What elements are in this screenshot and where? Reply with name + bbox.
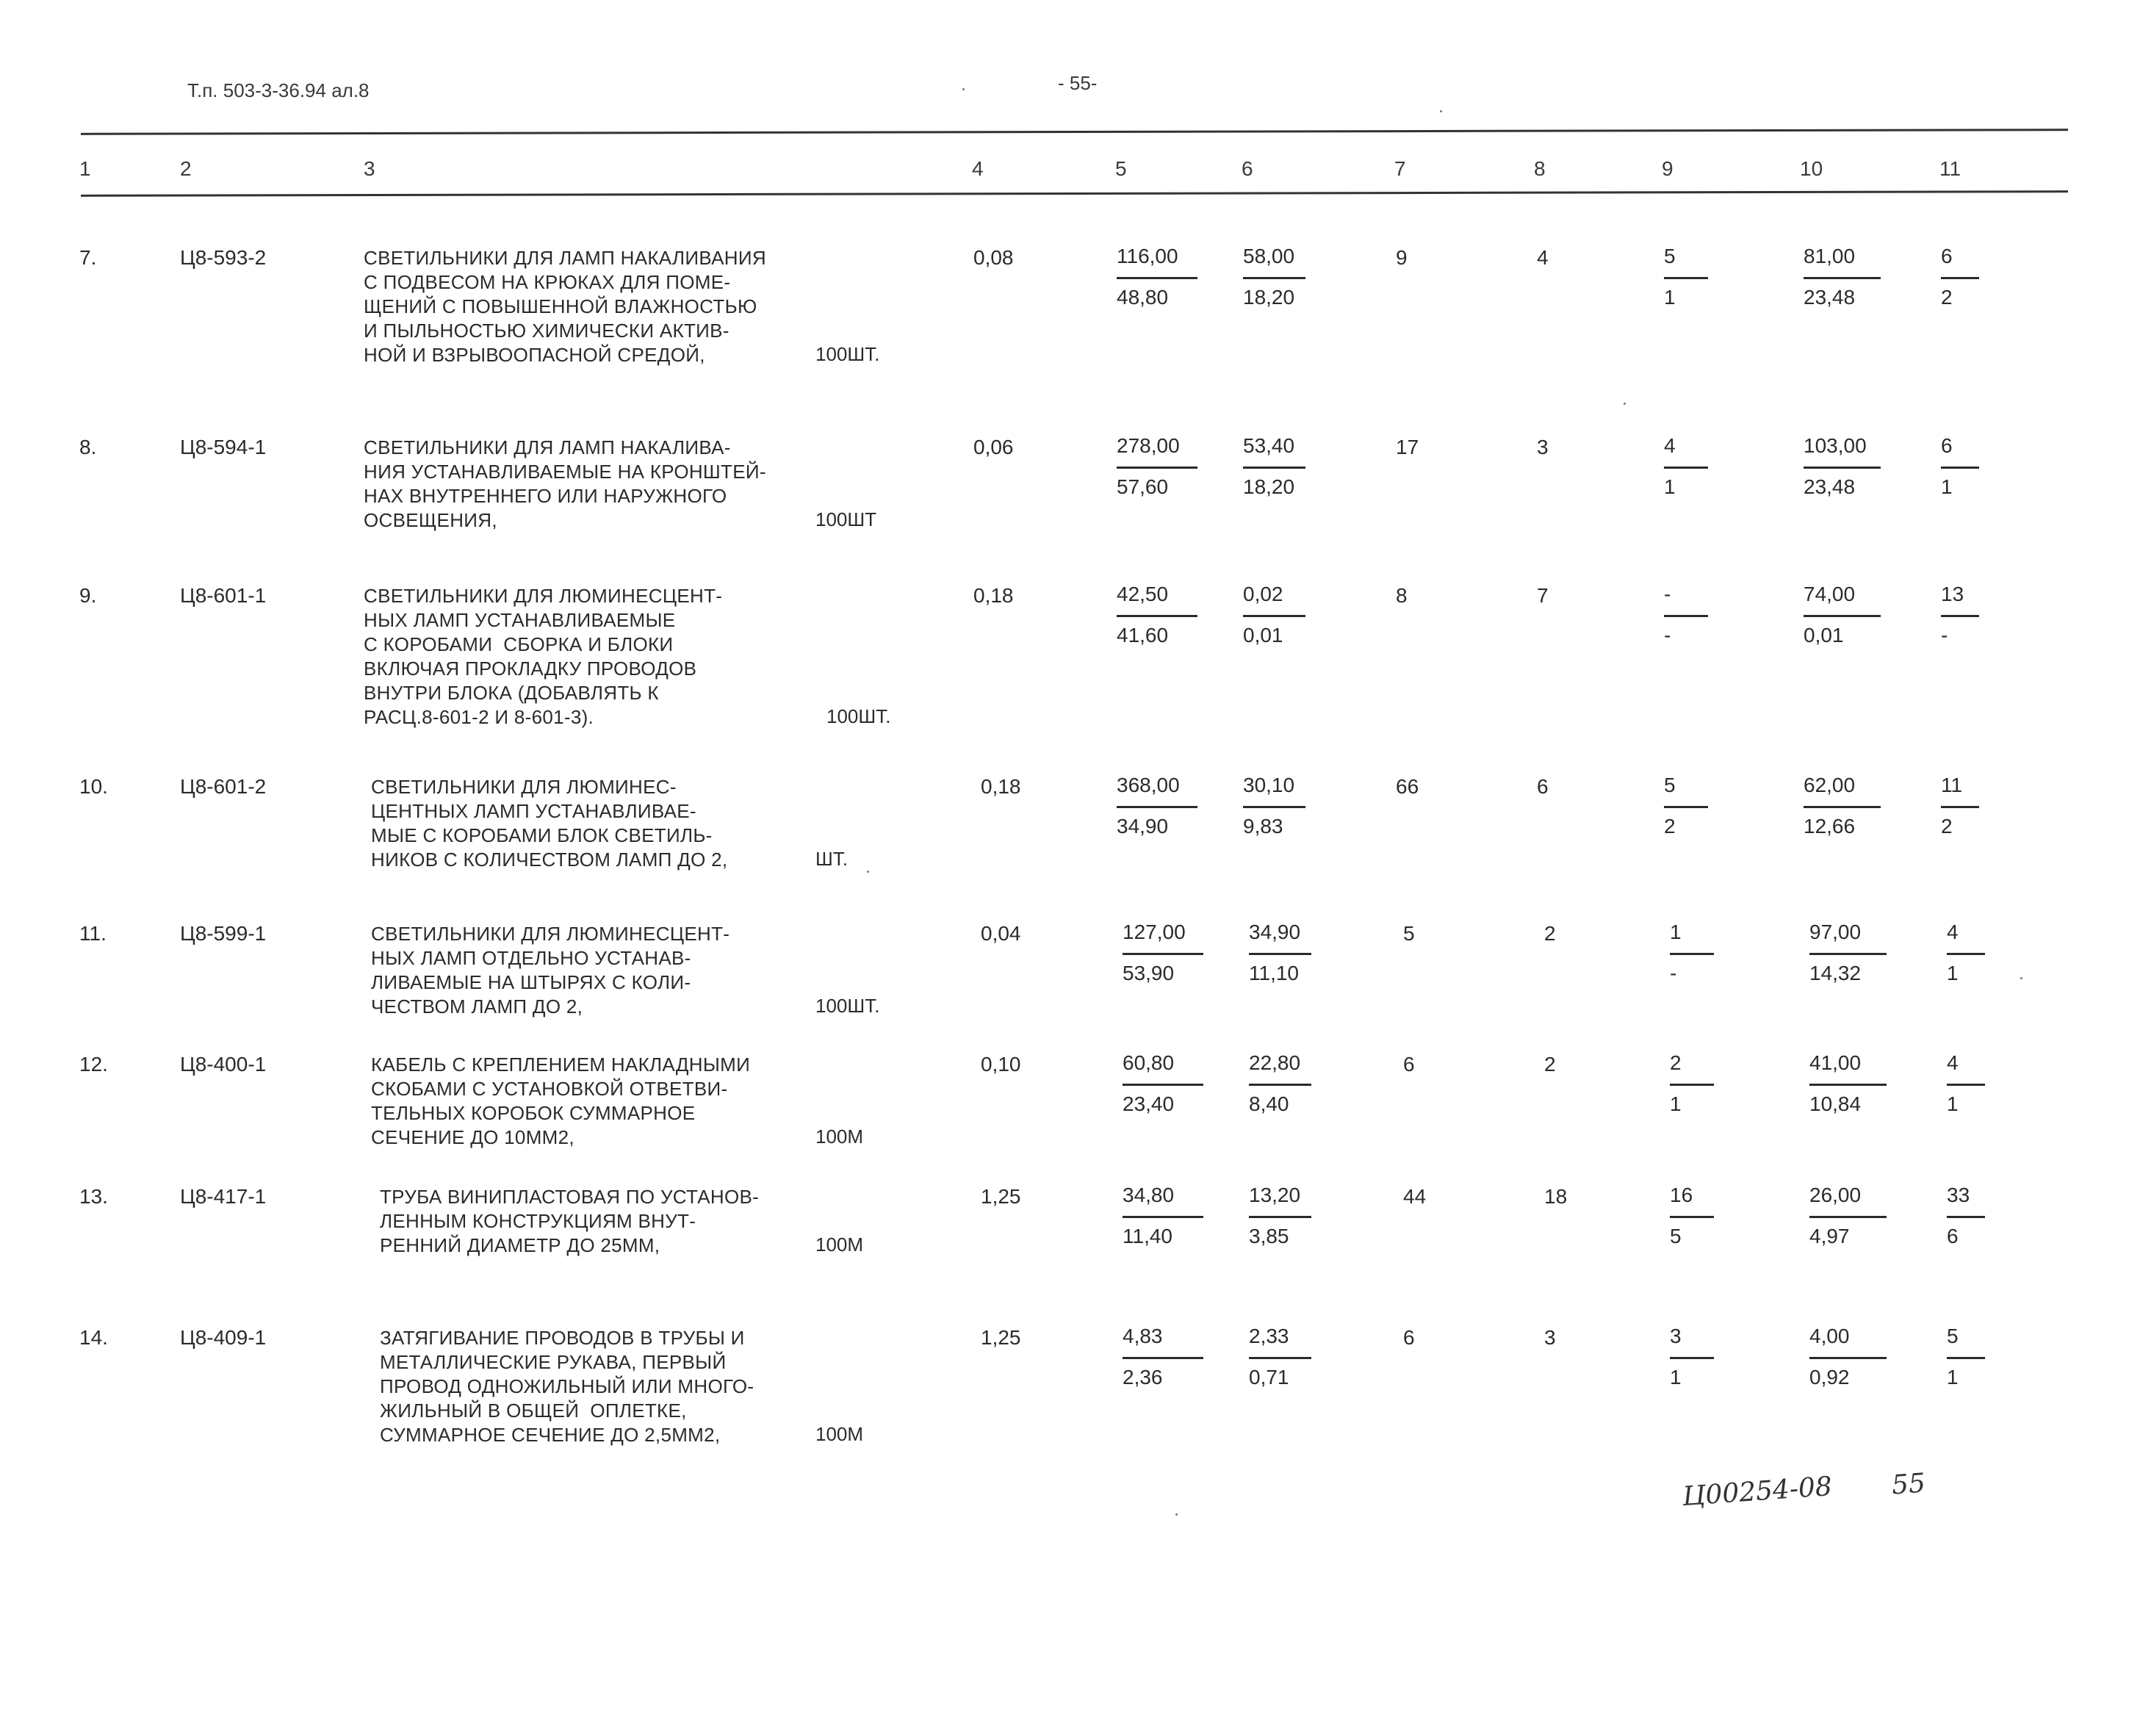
work-description-line: РЕННИЙ ДИАМЕТР ДО 25ММ, — [380, 1234, 660, 1256]
fraction-bar — [1243, 615, 1305, 617]
c5-numerator: 60,80 — [1123, 1051, 1175, 1074]
handwritten-page-number: 55 — [1890, 1468, 1927, 1501]
fraction-bar — [1243, 806, 1305, 808]
work-description-line: ВКЛЮЧАЯ ПРОКЛАДКУ ПРОВОДОВ — [364, 658, 697, 680]
measure-unit: 100М — [815, 1233, 864, 1256]
c11-numerator: 4 — [1947, 1051, 1959, 1074]
col4-value: 0,06 — [973, 436, 1014, 458]
c6-fraction — [1243, 583, 1331, 647]
col4-value: 0,04 — [981, 922, 1021, 945]
measure-unit: ШТ. — [815, 848, 849, 870]
fraction-bar — [1243, 467, 1305, 469]
scan-speck — [1440, 110, 1442, 112]
c9-numerator: 3 — [1670, 1325, 1682, 1347]
c6-denominator: 3,85 — [1249, 1225, 1289, 1247]
fraction-bar — [1809, 1216, 1887, 1218]
row-number: 14. — [79, 1326, 108, 1349]
c9-denominator: - — [1670, 962, 1677, 984]
c5-numerator: 127,00 — [1123, 921, 1186, 943]
fraction-bar — [1123, 953, 1203, 955]
work-description-line: ЖИЛЬНЫЙ В ОБЩЕЙ ОПЛЕТКЕ, — [380, 1400, 687, 1422]
col7-value: 66 — [1396, 775, 1419, 798]
c5-numerator: 368,00 — [1117, 774, 1180, 796]
col-header-6: 6 — [1242, 157, 1253, 180]
col-header-4: 4 — [972, 157, 984, 180]
c6-denominator: 18,20 — [1243, 286, 1295, 309]
scan-speck — [1175, 1513, 1178, 1516]
c5-fraction — [1123, 921, 1211, 984]
c5-numerator: 278,00 — [1117, 434, 1180, 457]
scan-speck — [962, 88, 965, 90]
col-header-11: 11 — [1939, 157, 1961, 180]
col4-value: 1,25 — [981, 1326, 1021, 1349]
col7-value: 8 — [1396, 584, 1408, 607]
c6-fraction — [1249, 1051, 1337, 1115]
fraction-bar — [1804, 467, 1881, 469]
work-description-line: С ПОДВЕСОМ НА КРЮКАХ ДЛЯ ПОМЕ- — [364, 271, 731, 293]
work-description-line: МЕТАЛЛИЧЕСКИЕ РУКАВА, ПЕРВЫЙ — [380, 1351, 727, 1373]
c11-numerator: 6 — [1941, 245, 1953, 267]
c6-fraction — [1243, 434, 1331, 498]
c5-denominator: 41,60 — [1117, 624, 1169, 647]
work-description-line: И ПЫЛЬНОСТЬЮ ХИМИЧЕСКИ АКТИВ- — [364, 320, 729, 342]
rate-code: Ц8-400-1 — [180, 1053, 267, 1076]
fraction-bar — [1670, 1216, 1714, 1218]
c9-numerator: 1 — [1670, 921, 1682, 943]
col7-value: 5 — [1403, 922, 1415, 945]
col8-value: 6 — [1537, 775, 1549, 798]
col-header-8: 8 — [1534, 157, 1546, 180]
c10-denominator: 4,97 — [1809, 1225, 1850, 1247]
col4-value: 1,25 — [981, 1185, 1021, 1208]
measure-unit: 100М — [815, 1125, 864, 1148]
work-description-line: С КОРОБАМИ СБОРКА И БЛОКИ — [364, 633, 674, 655]
fraction-bar — [1123, 1084, 1203, 1086]
c6-numerator: 0,02 — [1243, 583, 1283, 605]
row-number: 13. — [79, 1185, 108, 1208]
c6-numerator: 22,80 — [1249, 1051, 1301, 1074]
col-header-7: 7 — [1394, 157, 1406, 180]
c11-fraction — [1947, 921, 2035, 984]
work-description-line: НИКОВ С КОЛИЧЕСТВОМ ЛАМП ДО 2, — [371, 849, 728, 871]
fraction-bar — [1123, 1216, 1203, 1218]
measure-unit: 100ШТ — [815, 508, 877, 530]
row-number: 11. — [79, 922, 107, 945]
fraction-bar — [1664, 467, 1708, 469]
c9-denominator: 1 — [1670, 1092, 1682, 1115]
work-description-line: СВЕТИЛЬНИКИ ДЛЯ ЛЮМИНЕСЦЕНТ- — [364, 585, 723, 607]
fraction-bar — [1670, 953, 1714, 955]
c10-fraction — [1809, 921, 1898, 984]
c11-denominator: 6 — [1947, 1225, 1959, 1247]
c11-numerator: 33 — [1947, 1184, 1970, 1206]
fraction-bar — [1664, 806, 1708, 808]
rate-code: Ц8-409-1 — [180, 1326, 267, 1349]
c6-denominator: 11,10 — [1249, 962, 1299, 984]
c10-fraction — [1809, 1184, 1898, 1247]
c5-numerator: 42,50 — [1117, 583, 1169, 605]
col-header-5: 5 — [1115, 157, 1127, 180]
fraction-bar — [1670, 1084, 1714, 1086]
c9-fraction — [1664, 434, 1752, 498]
work-description-line: ЧЕСТВОМ ЛАМП ДО 2, — [371, 995, 583, 1018]
fraction-bar — [1941, 277, 1979, 279]
c11-denominator: 1 — [1947, 1092, 1959, 1115]
col-header-3: 3 — [364, 157, 375, 180]
c9-fraction — [1664, 774, 1752, 838]
col7-value: 6 — [1403, 1053, 1415, 1076]
c10-numerator: 103,00 — [1804, 434, 1867, 457]
work-description-line: СВЕТИЛЬНИКИ ДЛЯ ЛАМП НАКАЛИВА- — [364, 436, 731, 458]
fraction-bar — [1809, 953, 1887, 955]
col4-value: 0,18 — [981, 775, 1021, 798]
fraction-bar — [1670, 1357, 1714, 1359]
c6-fraction — [1249, 1184, 1337, 1247]
work-description-line: СУММАРНОЕ СЕЧЕНИЕ ДО 2,5ММ2, — [380, 1424, 721, 1446]
c10-numerator: 74,00 — [1804, 583, 1856, 605]
c11-numerator: 11 — [1941, 774, 1963, 796]
col8-value: 7 — [1537, 584, 1549, 607]
col-header-1: 1 — [79, 157, 91, 180]
col7-value: 9 — [1396, 246, 1408, 269]
work-description-line: СВЕТИЛЬНИКИ ДЛЯ ЛЮМИНЕС- — [371, 776, 677, 798]
c10-denominator: 0,01 — [1804, 624, 1844, 647]
measure-unit: 100ШТ. — [826, 705, 891, 727]
c6-denominator: 8,40 — [1249, 1092, 1289, 1115]
c5-denominator: 57,60 — [1117, 475, 1169, 498]
c6-fraction — [1243, 245, 1331, 309]
c9-fraction — [1670, 1051, 1758, 1115]
c6-fraction — [1243, 774, 1331, 838]
c9-denominator: 1 — [1664, 475, 1676, 498]
fraction-bar — [1249, 953, 1311, 955]
c6-fraction — [1249, 921, 1337, 984]
col-header-9: 9 — [1662, 157, 1674, 180]
c10-denominator: 10,84 — [1809, 1092, 1862, 1115]
document-reference: Т.п. 503-3-36.94 ал.8 — [187, 79, 370, 101]
col7-value: 6 — [1403, 1326, 1415, 1349]
measure-unit: 100ШТ. — [815, 343, 880, 365]
rate-code: Ц8-599-1 — [180, 922, 267, 945]
work-description-line: ЗАТЯГИВАНИЕ ПРОВОДОВ В ТРУБЫ И — [380, 1327, 745, 1349]
fraction-bar — [1947, 1084, 1985, 1086]
c9-denominator: 1 — [1664, 286, 1676, 309]
c9-denominator: 1 — [1670, 1366, 1682, 1389]
work-description-line: ЦЕНТНЫХ ЛАМП УСТАНАВЛИВАЕ- — [371, 800, 696, 822]
c10-fraction — [1804, 774, 1892, 838]
work-description-line: ВНУТРИ БЛОКА (ДОБАВЛЯТЬ К — [364, 682, 659, 704]
row-number: 8. — [79, 436, 97, 458]
work-description-line: СВЕТИЛЬНИКИ ДЛЯ ЛЮМИНЕСЦЕНТ- — [371, 923, 730, 945]
rate-code: Ц8-601-2 — [180, 775, 267, 798]
c10-denominator: 12,66 — [1804, 815, 1856, 838]
c5-fraction — [1123, 1051, 1211, 1115]
c5-denominator: 11,40 — [1123, 1225, 1172, 1247]
c9-denominator: 5 — [1670, 1225, 1682, 1247]
c11-fraction — [1947, 1184, 2035, 1247]
c10-denominator: 23,48 — [1804, 286, 1856, 309]
c10-fraction — [1809, 1051, 1898, 1115]
work-description-line: РАСЦ.8-601-2 И 8-601-3). — [364, 706, 594, 728]
fraction-bar — [1804, 806, 1881, 808]
c5-fraction — [1123, 1184, 1211, 1247]
c6-numerator: 30,10 — [1243, 774, 1295, 796]
table-header-rule — [81, 190, 2068, 197]
c11-denominator: 2 — [1941, 286, 1953, 309]
c6-numerator: 2,33 — [1249, 1325, 1289, 1347]
work-description-line: ЛЕННЫМ КОНСТРУКЦИЯМ ВНУТ- — [380, 1210, 696, 1232]
c11-fraction — [1947, 1051, 2035, 1115]
c11-denominator: 2 — [1941, 815, 1953, 838]
c9-numerator: 16 — [1670, 1184, 1693, 1206]
c9-denominator: - — [1664, 624, 1671, 647]
col-header-10: 10 — [1800, 157, 1823, 180]
work-description-line: СЕЧЕНИЕ ДО 10ММ2, — [371, 1126, 574, 1148]
work-description-line: ОСВЕЩЕНИЯ, — [364, 509, 497, 531]
work-description-line: КАБЕЛЬ С КРЕПЛЕНИЕМ НАКЛАДНЫМИ — [371, 1054, 751, 1076]
rate-code: Ц8-601-1 — [180, 584, 267, 607]
fraction-bar — [1117, 615, 1197, 617]
c9-numerator: - — [1664, 583, 1671, 605]
work-description-line: НЫХ ЛАМП УСТАНАВЛИВАЕМЫЕ — [364, 609, 676, 631]
c10-numerator: 97,00 — [1809, 921, 1862, 943]
c11-denominator: - — [1941, 624, 1948, 647]
measure-unit: 100М — [815, 1423, 864, 1445]
fraction-bar — [1117, 467, 1197, 469]
rate-code: Ц8-594-1 — [180, 436, 267, 458]
row-number: 12. — [79, 1053, 108, 1076]
c9-fraction — [1664, 245, 1752, 309]
c10-numerator: 41,00 — [1809, 1051, 1862, 1074]
c10-numerator: 81,00 — [1804, 245, 1856, 267]
work-description-line: СКОБАМИ С УСТАНОВКОЙ ОТВЕТВИ- — [371, 1078, 728, 1100]
col-header-2: 2 — [180, 157, 192, 180]
row-number: 10. — [79, 775, 108, 798]
work-description-line: НОЙ И ВЗРЫВООПАСНОЙ СРЕДОЙ, — [364, 344, 705, 366]
c6-denominator: 9,83 — [1243, 815, 1283, 838]
c9-fraction — [1664, 583, 1752, 647]
scan-speck — [1624, 403, 1626, 405]
c9-numerator: 4 — [1664, 434, 1676, 457]
fraction-bar — [1809, 1357, 1887, 1359]
c11-numerator: 5 — [1947, 1325, 1959, 1347]
c9-numerator: 5 — [1664, 245, 1676, 267]
c5-fraction — [1117, 774, 1205, 838]
c11-denominator: 1 — [1947, 1366, 1959, 1389]
c11-fraction — [1941, 434, 2029, 498]
c6-fraction — [1249, 1325, 1337, 1389]
c5-denominator: 53,90 — [1123, 962, 1175, 984]
c6-numerator: 53,40 — [1243, 434, 1295, 457]
c6-denominator: 0,71 — [1249, 1366, 1289, 1389]
table-top-rule — [81, 129, 2068, 135]
scan-speck — [2020, 977, 2022, 979]
c6-denominator: 0,01 — [1243, 624, 1283, 647]
scan-speck — [867, 871, 869, 873]
c11-denominator: 1 — [1947, 962, 1959, 984]
measure-unit: 100ШТ. — [815, 995, 880, 1017]
c9-denominator: 2 — [1664, 815, 1676, 838]
c5-numerator: 34,80 — [1123, 1184, 1175, 1206]
c10-numerator: 62,00 — [1804, 774, 1856, 796]
fraction-bar — [1947, 953, 1985, 955]
work-description-line: СВЕТИЛЬНИКИ ДЛЯ ЛАМП НАКАЛИВАНИЯ — [364, 247, 766, 269]
col8-value: 4 — [1537, 246, 1549, 269]
col8-value: 18 — [1544, 1185, 1568, 1208]
col4-value: 0,18 — [973, 584, 1014, 607]
c11-numerator: 13 — [1941, 583, 1964, 605]
work-description-line: НАХ ВНУТРЕННЕГО ИЛИ НАРУЖНОГО — [364, 485, 727, 507]
col8-value: 3 — [1537, 436, 1549, 458]
work-description-line: ТРУБА ВИНИПЛАСТОВАЯ ПО УСТАНОВ- — [380, 1186, 760, 1208]
c5-fraction — [1123, 1325, 1211, 1389]
col7-value: 44 — [1403, 1185, 1427, 1208]
c11-numerator: 6 — [1941, 434, 1953, 457]
fraction-bar — [1941, 467, 1979, 469]
c9-numerator: 2 — [1670, 1051, 1682, 1074]
fraction-bar — [1117, 277, 1197, 279]
work-description-line: ТЕЛЬНЫХ КОРОБОК СУММАРНОЕ — [371, 1102, 696, 1124]
fraction-bar — [1804, 615, 1881, 617]
page-number: - 55- — [1058, 72, 1098, 94]
fraction-bar — [1249, 1216, 1311, 1218]
col8-value: 2 — [1544, 1053, 1556, 1076]
c6-denominator: 18,20 — [1243, 475, 1295, 498]
c11-fraction — [1941, 245, 2029, 309]
c6-numerator: 13,20 — [1249, 1184, 1301, 1206]
c10-fraction — [1804, 434, 1892, 498]
fraction-bar — [1664, 615, 1708, 617]
rate-code: Ц8-417-1 — [180, 1185, 267, 1208]
fraction-bar — [1941, 806, 1979, 808]
rate-code: Ц8-593-2 — [180, 246, 267, 269]
work-description-line: НЫХ ЛАМП ОТДЕЛЬНО УСТАНАВ- — [371, 947, 691, 969]
fraction-bar — [1243, 277, 1305, 279]
c6-numerator: 34,90 — [1249, 921, 1301, 943]
c11-fraction — [1941, 774, 2029, 838]
fraction-bar — [1249, 1357, 1311, 1359]
c10-denominator: 14,32 — [1809, 962, 1862, 984]
c10-numerator: 26,00 — [1809, 1184, 1862, 1206]
c6-numerator: 58,00 — [1243, 245, 1295, 267]
c5-denominator: 2,36 — [1123, 1366, 1163, 1389]
fraction-bar — [1117, 806, 1197, 808]
fraction-bar — [1664, 277, 1708, 279]
c9-fraction — [1670, 921, 1758, 984]
row-number: 7. — [79, 246, 97, 269]
col4-value: 0,10 — [981, 1053, 1021, 1076]
c10-fraction — [1804, 245, 1892, 309]
c5-numerator: 4,83 — [1123, 1325, 1163, 1347]
c9-numerator: 5 — [1664, 774, 1676, 796]
c5-fraction — [1117, 434, 1205, 498]
c9-fraction — [1670, 1325, 1758, 1389]
c9-fraction — [1670, 1184, 1758, 1247]
work-description-line: МЫЕ С КОРОБАМИ БЛОК СВЕТИЛЬ- — [371, 824, 713, 846]
col8-value: 2 — [1544, 922, 1556, 945]
fraction-bar — [1804, 277, 1881, 279]
c5-denominator: 48,80 — [1117, 286, 1169, 309]
c5-fraction — [1117, 245, 1205, 309]
c5-numerator: 116,00 — [1117, 245, 1178, 267]
col4-value: 0,08 — [973, 246, 1014, 269]
c11-numerator: 4 — [1947, 921, 1959, 943]
c11-fraction — [1947, 1325, 2035, 1389]
c11-denominator: 1 — [1941, 475, 1953, 498]
handwritten-document-code: Ц00254-08 — [1681, 1471, 1834, 1513]
c10-denominator: 23,48 — [1804, 475, 1856, 498]
fraction-bar — [1947, 1216, 1985, 1218]
c10-fraction — [1804, 583, 1892, 647]
c5-denominator: 23,40 — [1123, 1092, 1175, 1115]
col8-value: 3 — [1544, 1326, 1556, 1349]
fraction-bar — [1123, 1357, 1203, 1359]
fraction-bar — [1809, 1084, 1887, 1086]
row-number: 9. — [79, 584, 97, 607]
c11-fraction — [1941, 583, 2029, 647]
work-description-line: НИЯ УСТАНАВЛИВАЕМЫЕ НА КРОНШТЕЙ- — [364, 461, 766, 483]
fraction-bar — [1249, 1084, 1311, 1086]
c5-fraction — [1117, 583, 1205, 647]
c10-numerator: 4,00 — [1809, 1325, 1850, 1347]
c10-fraction — [1809, 1325, 1898, 1389]
work-description-line: ПРОВОД ОДНОЖИЛЬНЫЙ ИЛИ МНОГО- — [380, 1375, 754, 1397]
c10-denominator: 0,92 — [1809, 1366, 1850, 1389]
fraction-bar — [1941, 615, 1979, 617]
c5-denominator: 34,90 — [1117, 815, 1169, 838]
work-description-line: ЛИВАЕМЫЕ НА ШТЫРЯХ С КОЛИ- — [371, 971, 691, 993]
col7-value: 17 — [1396, 436, 1419, 458]
work-description-line: ЩЕНИЙ С ПОВЫШЕННОЙ ВЛАЖНОСТЬЮ — [364, 295, 757, 317]
fraction-bar — [1947, 1357, 1985, 1359]
